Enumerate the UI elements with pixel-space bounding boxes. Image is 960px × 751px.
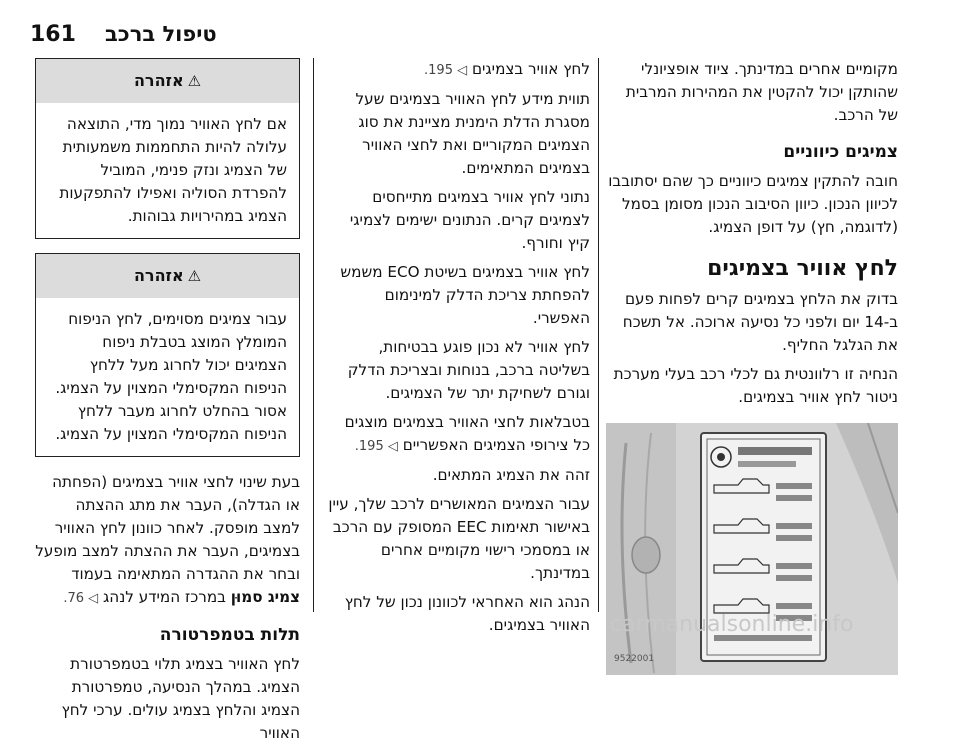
figure-code: 9522001 — [614, 654, 655, 664]
warning-text: אם לחץ האוויר נמוך מדי, התוצאה עלולה להיות התחממות משמעותית של הצמיג ונזק פנימי, המוביל להפרדת הסוליה ואפילו להתפקעות הצמיג במהירויות גבוהות. — [59, 115, 287, 225]
heading-temperature-dependence: תלות בטמפרטורה — [159, 625, 300, 645]
warning-triangle-icon: ⚠ — [187, 72, 202, 90]
page-reference[interactable]: ◁ 195. — [424, 63, 468, 78]
tyre-label-figure — [606, 423, 898, 675]
warning-box — [35, 253, 300, 457]
paragraph: בטבלאות לחצי האוויר בצמיגים מוצגים כל צירופי הצמיגים האפשריים ◁ 195. — [344, 413, 590, 454]
column-divider-left — [313, 58, 314, 612]
paragraph: חובה להתקין צמיגים כיווניים כך שהם יסתובבו לכיוון הנכון. כיוון הסיבוב הנכון מסומן בסמל (לדוגמה, חץ) על דופן הצמיג. — [608, 172, 898, 236]
middle-column — [325, 58, 590, 643]
paragraph: לחץ אוויר בצמיגים ◁ 195. — [424, 60, 590, 78]
warning-box — [35, 58, 300, 239]
warning-title: ⚠אזהרה — [36, 59, 299, 103]
page-reference[interactable]: ◁ 76. — [63, 591, 99, 606]
paragraph: לחץ אוויר לא נכון פוגע בבטיחות, בשליטה ברכב, בנוחות ובצריכת הדלק וגורם לשחיקת יתר של הצמיגים. — [347, 338, 590, 402]
menu-term: צמיג סמוּן — [230, 588, 300, 606]
page-reference[interactable]: ◁ 195. — [354, 439, 398, 454]
heading-directional-tyres: צמיגים כיווניים — [783, 142, 898, 162]
paragraph: תווית מידע לחץ האוויר בצמיגים שעל מסגרת הדלת הימנית מציינת את סוג הצמיגים המקוריים ואת לחצי האוויר בצמיגים המתאימים. — [355, 90, 590, 177]
paragraph: הנהג הוא האחראי לכוונון נכון של לחץ האוויר בצמיגים. — [344, 593, 590, 634]
paragraph: נתוני לחץ אוויר בצמיגים מתייחסים לצמיגים קרים. הנתונים ישימים לצמיגי קיץ וחורף. — [349, 188, 590, 252]
door-frame-illustration — [606, 423, 898, 675]
page-number: 161 — [30, 22, 76, 47]
left-column — [35, 58, 300, 751]
paragraph: בדוק את הלחץ בצמיגים קרים לפחות פעם ב-14 יום ולפני כל נסיעה ארוכה. אל תשכח את הגלגל החליף. — [622, 290, 898, 354]
paragraph: בעת שינוי לחצי אוויר בצמיגים (הפחתה או הגדלה), העבר את מתג ההצתה למצב מופסק. לאחר כוונון לחץ האוויר בצמיגים, העבר את ההצתה למצב מופעל ובחר את ההגדרה המתאימה בעמוד צמיג סמוּן במרכז המידע לנהג ◁ 76. — [35, 473, 300, 606]
section-title: טיפול ברכב — [105, 22, 217, 46]
warning-title: ⚠אזהרה — [36, 254, 299, 298]
heading-tyre-pressure: לחץ אוויר בצמיגים — [707, 256, 898, 281]
watermark: carmanualsonline.info — [610, 612, 854, 637]
paragraph: עבור הצמיגים המאושרים לרכב שלך, עיין באישור תאימות EEC המסופק עם הרכב או במסמכי רישוי מקומיים אחרים במדינתך. — [328, 495, 590, 582]
paragraph: לחץ אוויר בצמיגים בשיטת ECO משמש להפחתת צריכת הדלק למינימום האפשרי. — [340, 263, 590, 327]
page-header — [0, 0, 960, 56]
warning-text: עבור צמיגים מסוימים, לחץ הניפוח המומלץ המוצג בטבלת ניפוח הצמיגים יכול לחרוג מעל ללחץ הניפוח המקסימלי המצוין על הצמיג. אסור בהחלט לחרוג מעבר ללחץ הניפוח המקסימלי המצוין על הצמיג. — [55, 310, 287, 443]
paragraph: זהה את הצמיג המתאים. — [432, 466, 590, 484]
paragraph: מקומיים אחרים במדינתך. ציוד אופציונלי שהותקן יכול להקטין את המהירות המרבית של הרכב. — [625, 60, 898, 124]
column-divider-right — [598, 58, 599, 612]
right-column — [608, 58, 898, 675]
paragraph: לחץ האוויר בצמיג תלוי בטמפרטורת הצמיג. במהלך הנסיעה, טמפרטורת הצמיג והלחץ בצמיג עולים. ערכי לחץ האוויר — [61, 655, 300, 742]
paragraph: הנחיה זו רלוונטית גם לכלי רכב בעלי מערכת ניטור לחץ אוויר בצמיגים. — [613, 365, 898, 406]
warning-triangle-icon: ⚠ — [187, 267, 202, 285]
